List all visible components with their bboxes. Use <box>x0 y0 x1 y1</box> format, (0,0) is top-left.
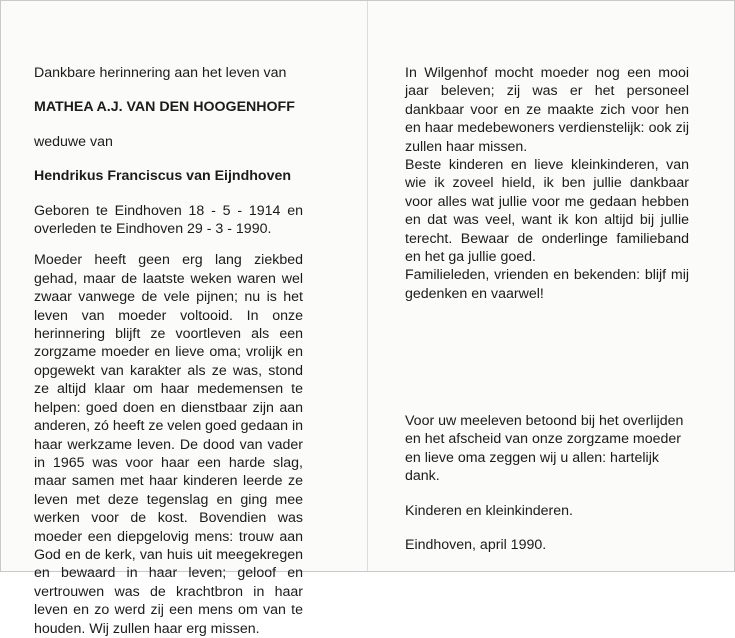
spouse-name: Hendrikus Franciscus van Eijndhoven <box>34 168 292 185</box>
relation-text: weduwe van <box>34 133 113 150</box>
right-column <box>405 64 689 303</box>
life-story: Moeder heeft geen erg lang ziekbed gehad, maar de laatste weken waren wel zwaar vanwege de vele pijnen; nu is het leven van moeder voltooid. In onze herinnering blijft ze voortleven als een zorgzame moeder en lieve oma; vrolijk en opgewekt van karakter als ze was, stond ze altijd klaar om haar medemensen te helpen: goed doen en dienstbaar zijn aan anderen, zó heeft ze velen goed gedaan in haar werkzame leven. De dood van vader in 1965 was voor haar een harde slag, maar samen met haar kinderen leerde ze leven met deze tegenslag en ging mee werken voor de kost. Bovendien was moeder een diepgelovig mens: trouw aan God en de kerk, van huis uit meegekregen en bewaard in haar leven; geloof en vertrouwen was de krachtbron in haar leven en zo werd zij een mens om van te houden. Wij zullen haar erg missen. <box>34 252 303 637</box>
deceased-name: MATHEA A.J. VAN DEN HOOGENHOFF <box>34 99 295 116</box>
wilgenhof-paragraph: In Wilgenhof mocht moeder nog een mooi jaar beleven; zij was er het personeel dankbaar voor en ze maakte zich voor hen en haar medebewoners verdienstelijk: ook zij zullen haar missen. <box>405 65 689 155</box>
closing-section <box>405 412 689 554</box>
place-date-text: Eindhoven, april 1990. <box>405 537 547 554</box>
center-fold <box>367 1 368 571</box>
thanks-text: Voor uw meeleven betoond bij het overlijden en het afscheid van onze zorgzame moeder en lieve oma zeggen wij u allen: hartelijk dank. <box>405 413 684 485</box>
left-column <box>34 64 303 638</box>
signature-text: Kinderen en kleinkinderen. <box>405 502 573 519</box>
farewell-paragraph: Familieleden, vrienden en bekenden: blijf mij gedenken en vaarwel! <box>405 267 689 302</box>
intro-text: Dankbare herinnering aan het leven van <box>34 65 287 81</box>
children-paragraph: Beste kinderen en lieve kleinkinderen, van wie ik zoveel hield, ik ben jullie dankbaar voor alles wat jullie voor me gedaan hebben en dat was veel, want ik kon altijd bij jullie terecht. Bewaar de onderlinge familieband en het ga jullie goed. <box>405 157 689 266</box>
birth-death-dates: Geboren te Eindhoven 18 - 5 - 1914 en overleden te Eindhoven 29 - 3 - 1990. <box>34 202 303 238</box>
